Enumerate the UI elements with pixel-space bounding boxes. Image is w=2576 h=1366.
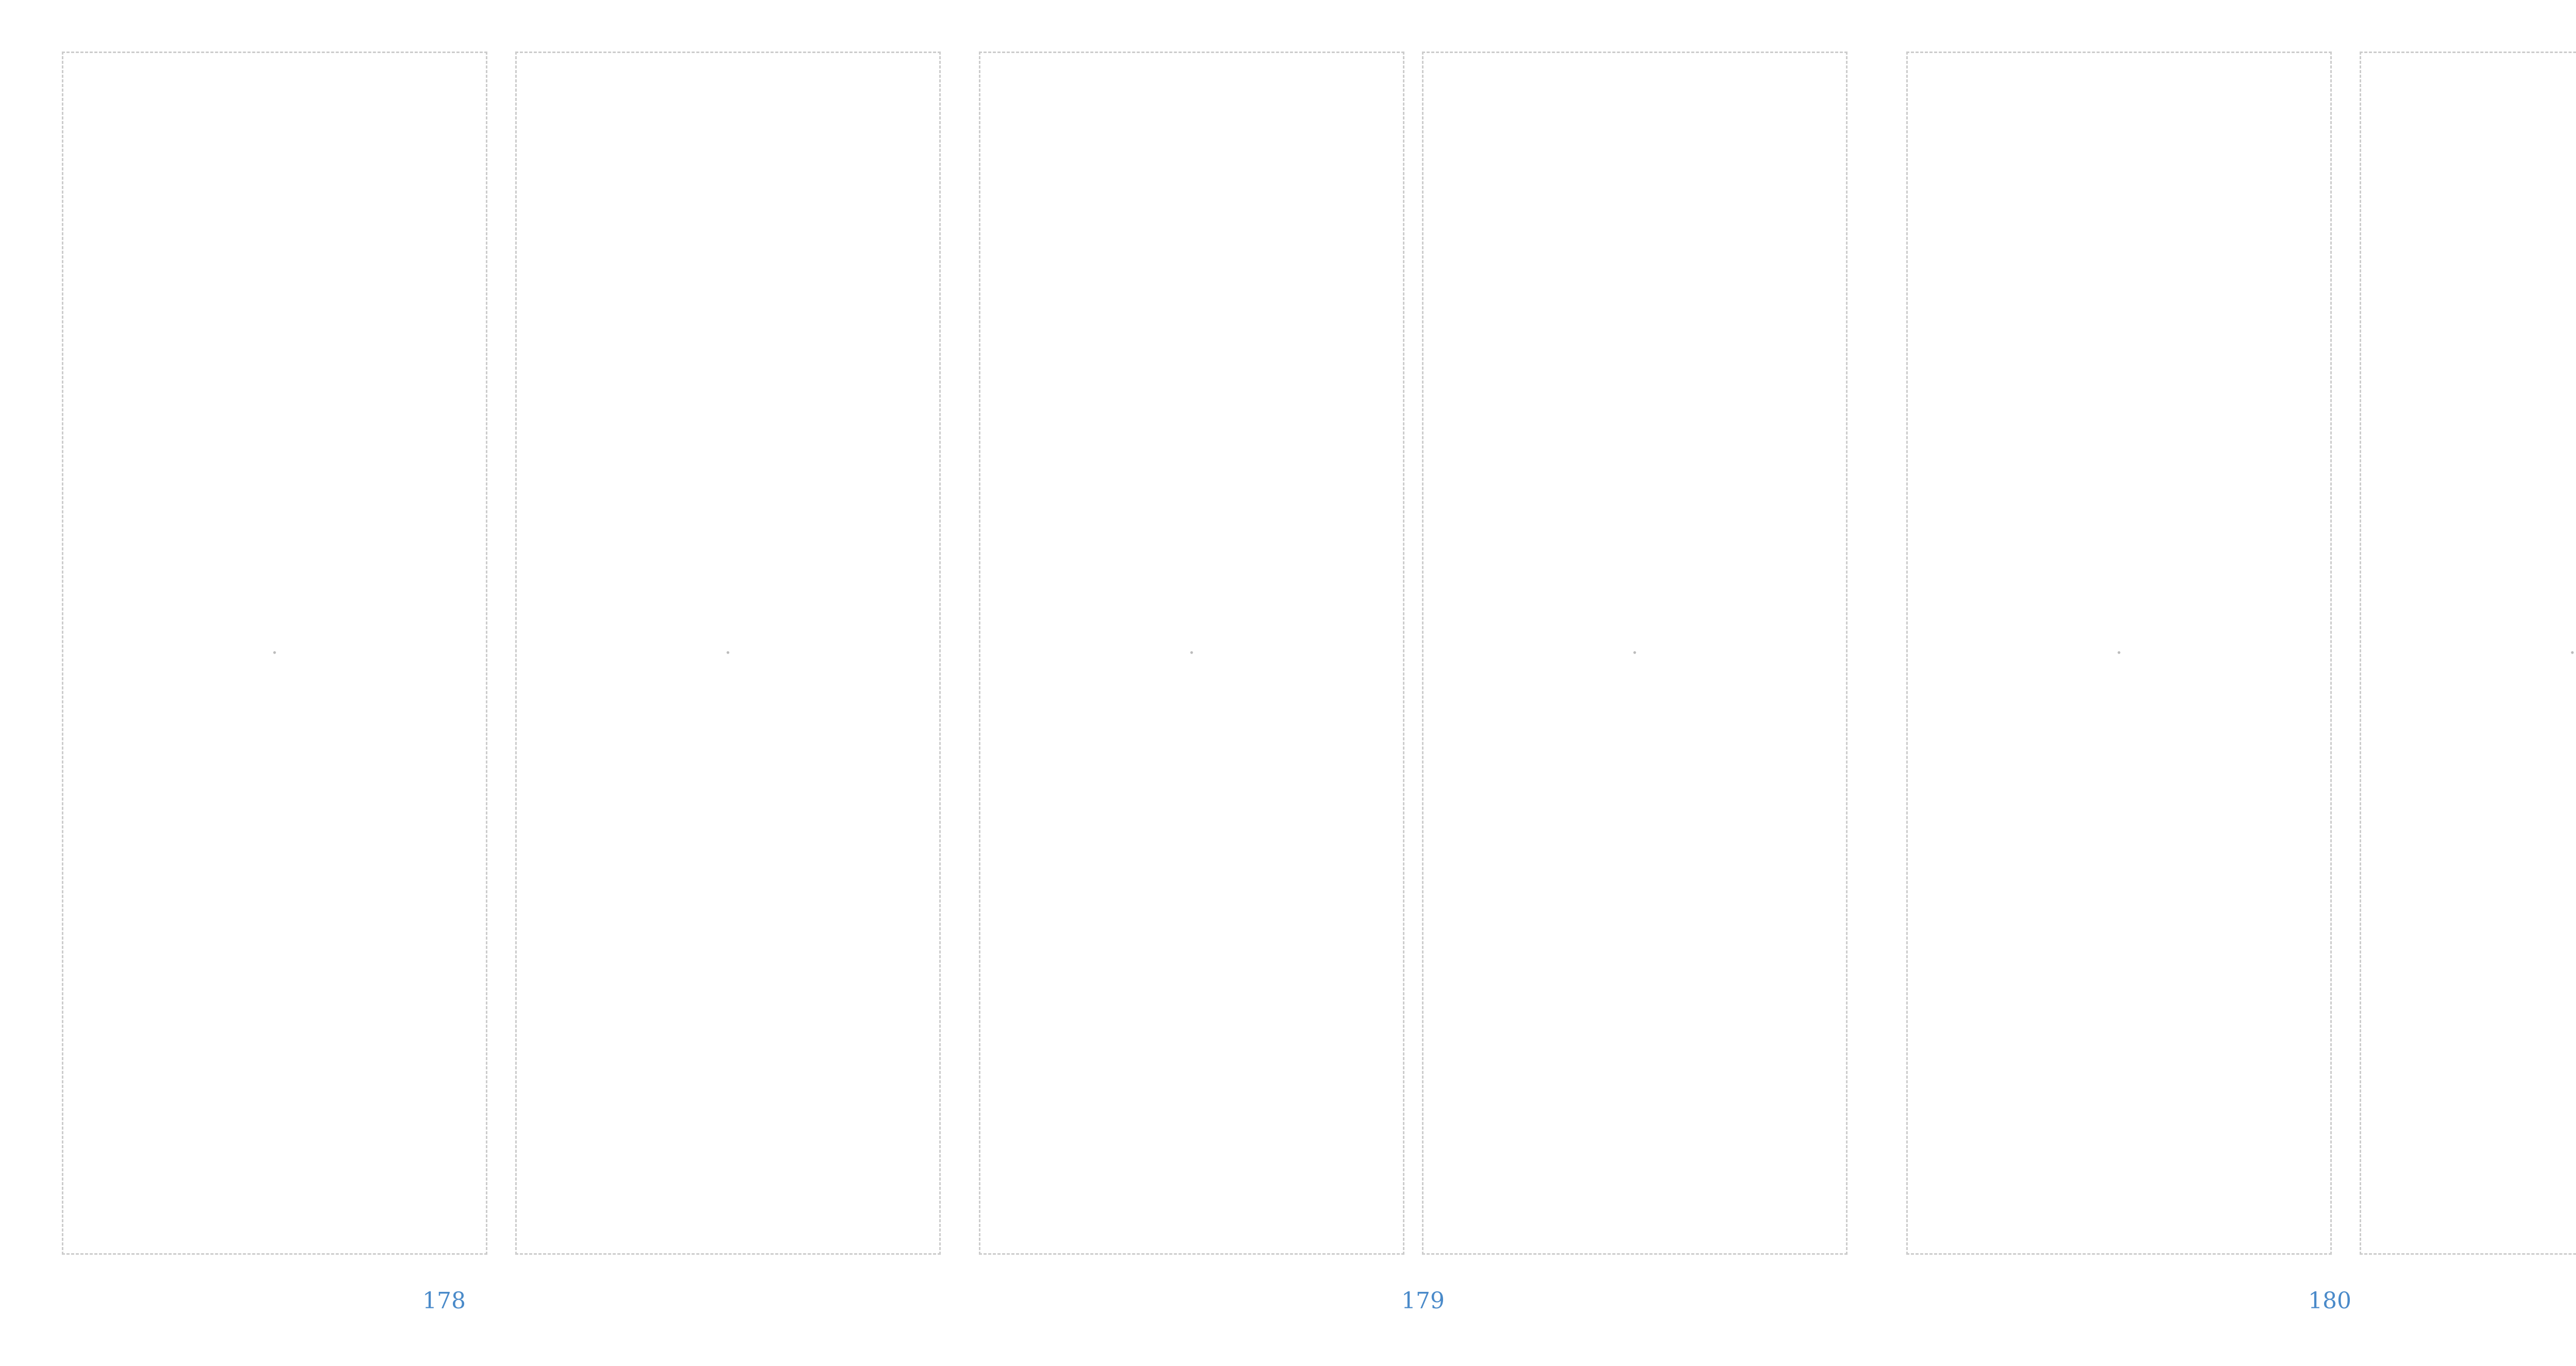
column-5-placeholder: · — [1906, 52, 2332, 1255]
page-number-1: 178 — [422, 1288, 466, 1314]
page-number-3: 180 — [2308, 1288, 2351, 1314]
column-1-placeholder: · — [62, 52, 487, 1255]
page-number-2: 179 — [1401, 1288, 1445, 1314]
column-3-placeholder: · — [979, 52, 1404, 1255]
column-4-placeholder: · — [1422, 52, 1848, 1255]
column-2-placeholder: · — [515, 52, 941, 1255]
column-6-placeholder: · — [2360, 52, 2576, 1255]
